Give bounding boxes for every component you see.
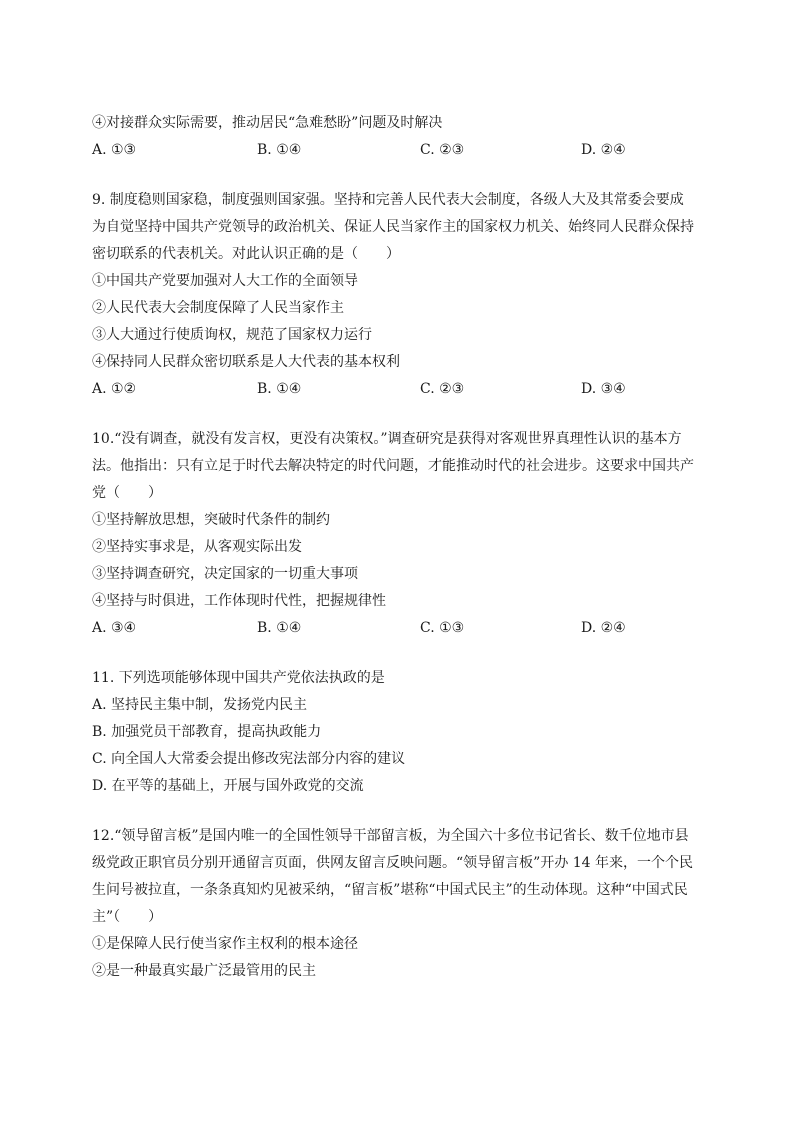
q9-option-a[interactable]: A. ①② [92, 381, 137, 397]
q9-stem-line-3: 密切联系的代表机关。对此认识正确的是（ ） [92, 246, 400, 262]
q10-stem-line-3: 党（ ） [92, 485, 162, 501]
q9-statement-3: ③人大通过行使质询权，规范了国家权力运行 [92, 327, 372, 343]
q9-stem-line-1: 9. 制度稳则国家稳，制度强则国家强。坚持和完善人民代表大会制度，各级人大及其常委会要成 [92, 192, 684, 208]
q11-option-c[interactable]: C. 向全国人大常委会提出修改宪法部分内容的建议 [92, 751, 406, 767]
q12-statement-1: ①是保障人民行使当家作主权利的根本途径 [92, 936, 358, 952]
q11-option-d[interactable]: D. 在平等的基础上，开展与国外政党的交流 [92, 778, 364, 794]
q10-option-a[interactable]: A. ③④ [92, 620, 137, 636]
q12-stem-line-4: 主”（ ） [92, 909, 163, 925]
q10-stem-line-1: 10.“没有调查，就没有发言权，更没有决策权。”调查研究是获得对客观世界真理性认识的基本方 [92, 431, 682, 447]
q9-options [92, 379, 712, 399]
q8-option-d[interactable]: D. ②④ [581, 142, 626, 158]
q9-statement-2: ②人民代表大会制度保障了人民当家作主 [92, 300, 344, 316]
q8-statement-4: ④对接群众实际需要，推动居民“急难愁盼”问题及时解决 [92, 115, 443, 131]
q9-statement-4: ④保持同人民群众密切联系是人大代表的基本权利 [92, 354, 400, 370]
q10-option-c[interactable]: C. ①③ [420, 620, 465, 636]
q11-option-b[interactable]: B. 加强党员干部教育，提高执政能力 [92, 724, 322, 740]
q10-statement-2: ②坚持实事求是，从客观实际出发 [92, 539, 302, 555]
q8-option-c[interactable]: C. ②③ [420, 142, 465, 158]
q10-option-b[interactable]: B. ①④ [257, 620, 302, 636]
q12-stem-line-2: 级党政正职官员分别开通留言页面，供网友留言反映问题。“领导留言板”开办 14 年来，一个个民 [92, 855, 694, 871]
q10-stem-line-2: 法。他指出：只有立足于时代去解决特定的时代问题，才能推动时代的社会进步。这要求中国共产 [92, 458, 694, 474]
q9-statement-1: ①中国共产党要加强对人大工作的全面领导 [92, 273, 358, 289]
q9-option-c[interactable]: C. ②③ [420, 381, 465, 397]
q12-stem-line-1: 12.“领导留言板”是国内唯一的全国性领导干部留言板，为全国六十多位书记省长、数千位地市县 [92, 828, 689, 844]
q8-option-a[interactable]: A. ①③ [92, 142, 137, 158]
q12-statement-2: ②是一种最真实最广泛最管用的民主 [92, 963, 316, 979]
q8-option-b[interactable]: B. ①④ [257, 142, 302, 158]
q10-option-d[interactable]: D. ②④ [581, 620, 626, 636]
q10-statement-4: ④坚持与时俱进，工作体现时代性，把握规律性 [92, 593, 386, 609]
q10-options [92, 618, 712, 638]
q11-stem: 11. 下列选项能够体现中国共产党依法执政的是 [92, 670, 385, 686]
q12-stem-line-3: 生问号被拉直，一条条真知灼见被采纳，“留言板”堪称“中国式民主”的生动体现。这种“中国式民 [92, 882, 688, 898]
q10-statement-3: ③坚持调查研究，决定国家的一切重大事项 [92, 566, 358, 582]
q9-stem-line-2: 为自觉坚持中国共产党领导的政治机关、保证人民当家作主的国家权力机关、始终同人民群众保持 [92, 219, 694, 235]
q10-statement-1: ①坚持解放思想，突破时代条件的制约 [92, 512, 330, 528]
q11-option-a[interactable]: A. 坚持民主集中制，发扬党内民主 [92, 697, 308, 713]
q9-option-d[interactable]: D. ③④ [581, 381, 626, 397]
q9-option-b[interactable]: B. ①④ [257, 381, 302, 397]
q8-options [92, 140, 712, 160]
